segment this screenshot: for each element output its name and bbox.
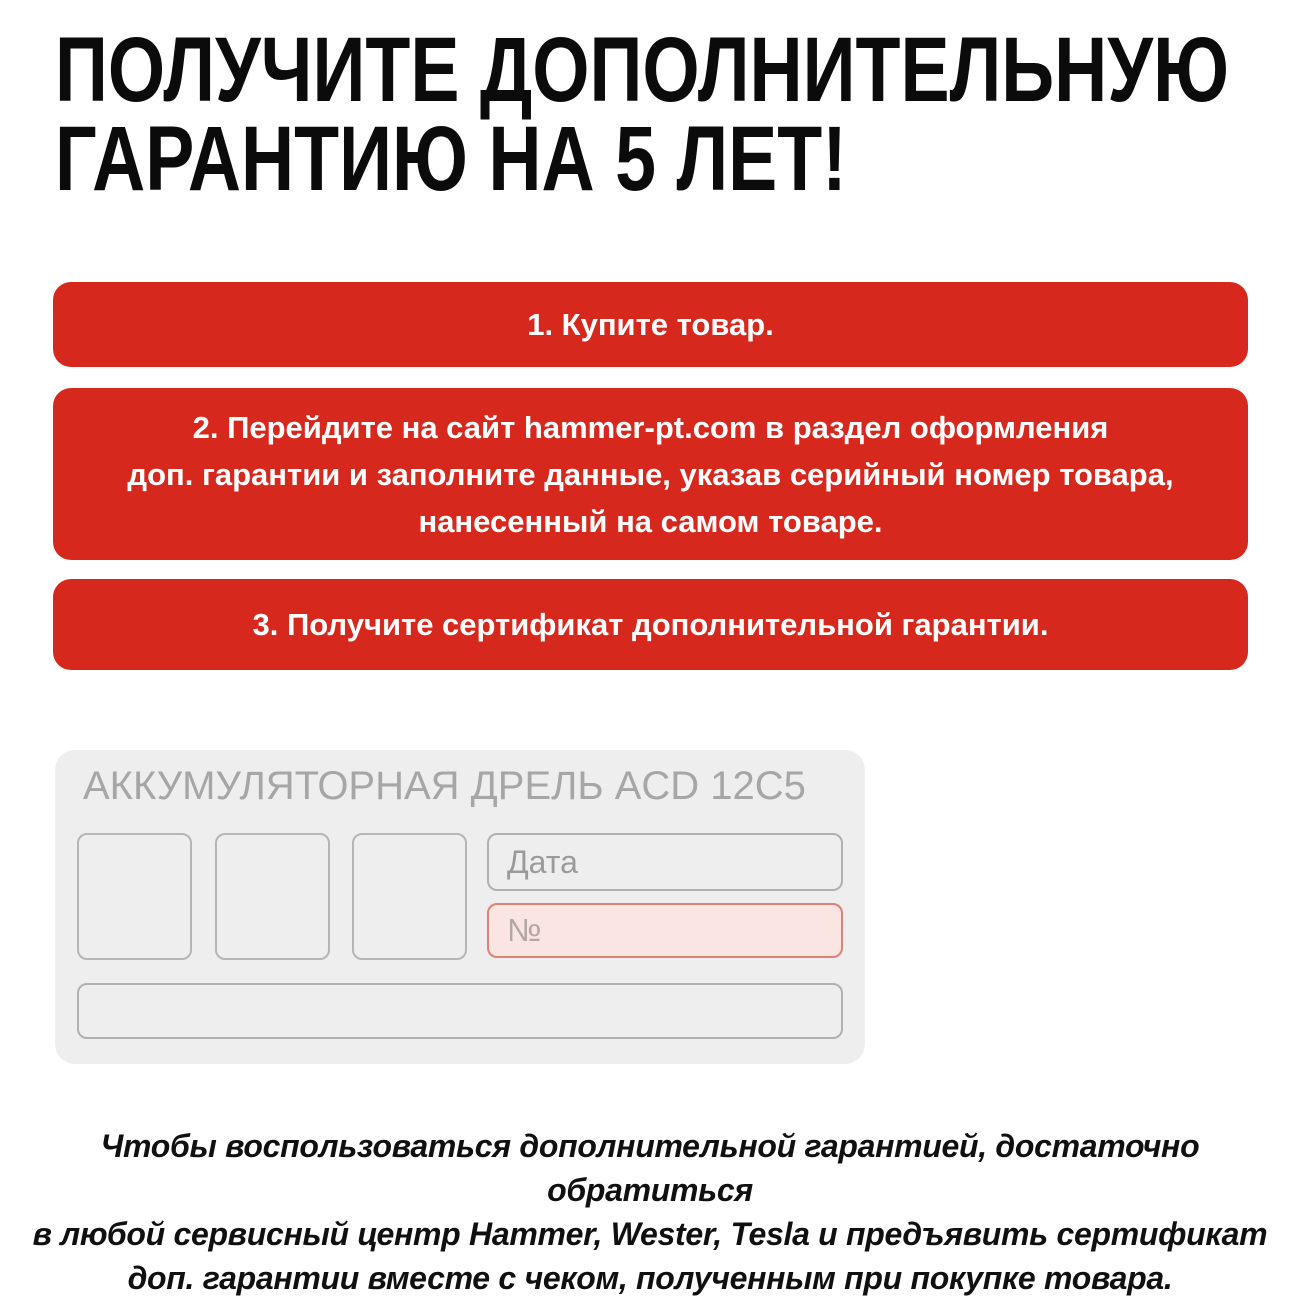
page-title-line-2: ГАРАНТИЮ НА 5 ЛЕТ! <box>55 108 847 210</box>
date-input[interactable] <box>487 833 843 891</box>
footer-note <box>0 1124 1300 1300</box>
step-2-line-1: 2. Перейдите на сайт hammer-pt.com в раздел оформления <box>192 409 1109 445</box>
form-placeholder-box-3 <box>352 833 467 960</box>
footer-line-2: в любой сервисный центр Hammer, Wester, Tesla и предъявить сертификат <box>32 1216 1268 1252</box>
serial-number-input[interactable] <box>487 903 843 958</box>
step-2-line-2: доп. гарантии и заполните данные, указав серийный номер товара, <box>127 456 1174 492</box>
product-name-label: АККУМУЛЯТОРНАЯ ДРЕЛЬ ACD 12C5 <box>83 764 806 808</box>
page-title-line-1: ПОЛУЧИТЕ ДОПОЛНИТЕЛЬНУЮ <box>55 19 1229 121</box>
step-2-banner <box>53 388 1248 560</box>
step-2-text <box>127 404 1173 545</box>
empty-wide-field[interactable] <box>77 983 843 1039</box>
form-placeholder-box-2 <box>215 833 330 960</box>
form-placeholder-box-1 <box>77 833 192 960</box>
step-2-line-3: нанесенный на самом товаре. <box>418 503 883 539</box>
footer-line-3: доп. гарантии вместе с чеком, полученным при покупке товара. <box>127 1260 1173 1296</box>
step-3-text: 3. Получите сертификат дополнительной гарантии. <box>252 607 1049 642</box>
step-1-banner <box>53 282 1248 367</box>
step-3-banner <box>53 579 1248 670</box>
footer-line-1: Чтобы воспользоваться дополнительной гарантией, достаточно обратиться <box>100 1128 1200 1208</box>
step-1-text: 1. Купите товар. <box>527 307 774 342</box>
page-title <box>55 19 1229 210</box>
